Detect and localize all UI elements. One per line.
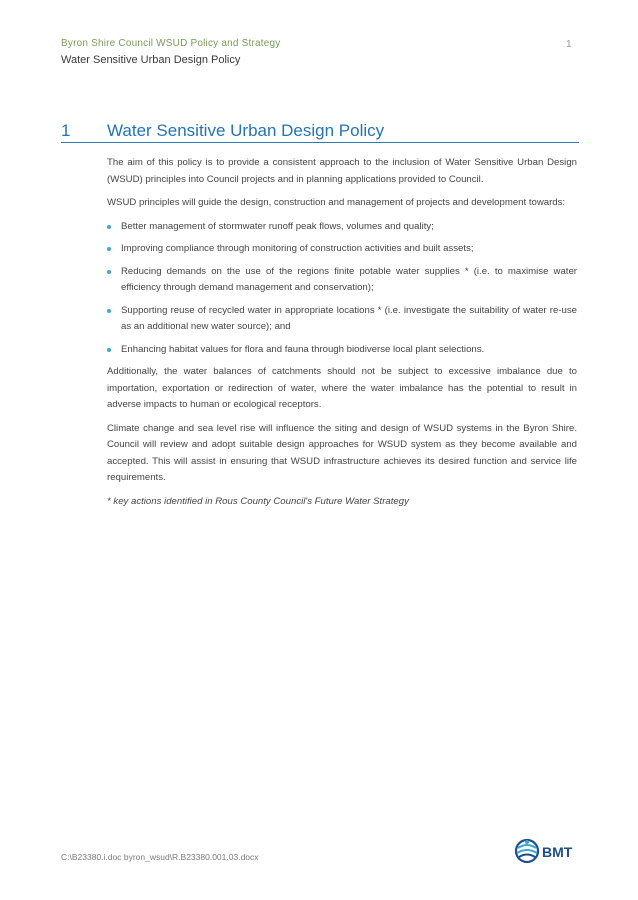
- page-number: 1: [566, 39, 572, 50]
- bmt-logo: [514, 836, 580, 866]
- climate-change-paragraph: Climate change and sea level rise will influence the siting and design of WSUD systems in the Byron Shire. Council will review and adopt suitable design approaches for WSUD system as they become available and accepted. This will assist in ensuring that WSUD infrastructure achieves its desired function and service life requirements.: [107, 422, 577, 483]
- section-heading: [61, 120, 579, 143]
- intro-paragraph: The aim of this policy is to provide a consistent approach to the inclusion of Water Sensitive Urban Design (WSUD) principles into Council projects and in planning applications provided to Council.: [107, 157, 577, 185]
- running-header-title: Water Sensitive Urban Design Policy: [61, 54, 241, 66]
- bullet-icon: [107, 225, 111, 229]
- list-item: [107, 342, 577, 359]
- section-title: Water Sensitive Urban Design Policy: [107, 121, 385, 140]
- bmt-globe-icon: [514, 836, 542, 866]
- section-body: [107, 155, 577, 517]
- water-balance-paragraph: Additionally, the water balances of catchments should not be subject to excessive imbalance due to importation, exportation or redirection of water, where the water imbalance has the potential to result in adverse impacts to human or ecological receptors.: [107, 366, 577, 410]
- list-item: [107, 264, 577, 297]
- footer-file-path: C:\B23380.i.doc byron_wsud\R.B23380.001.03.docx: [61, 852, 259, 862]
- bullet-icon: [107, 309, 111, 313]
- list-item: [107, 219, 577, 236]
- bullet-icon: [107, 270, 111, 274]
- bullet-icon: [107, 348, 111, 352]
- running-header-organisation: Byron Shire Council WSUD Policy and Strategy: [61, 38, 281, 49]
- list-item-text: Supporting reuse of recycled water in appropriate locations * (i.e. investigate the suitability of water re-use as an additional new water source); and: [121, 304, 577, 332]
- list-item: [107, 303, 577, 336]
- list-item-text: Reducing demands on the use of the regions finite potable water supplies * (i.e. to maximise water efficiency through demand management and conservation);: [121, 265, 577, 293]
- footnote: * key actions identified in Rous County Council's Future Water Strategy: [107, 495, 409, 507]
- principles-lead-paragraph: WSUD principles will guide the design, construction and management of projects and development towards:: [107, 197, 566, 208]
- list-item-text: Enhancing habitat values for flora and fauna through biodiverse local plant selections.: [121, 343, 485, 355]
- list-item-text: Better management of stormwater runoff peak flows, volumes and quality;: [121, 220, 434, 232]
- principles-list: [107, 219, 577, 359]
- list-item-text: Improving compliance through monitoring of construction activities and built assets;: [121, 243, 474, 254]
- bullet-icon: [107, 247, 111, 251]
- list-item: [107, 241, 577, 258]
- bmt-logo-text: BMT: [542, 844, 573, 860]
- section-number: 1: [61, 121, 71, 140]
